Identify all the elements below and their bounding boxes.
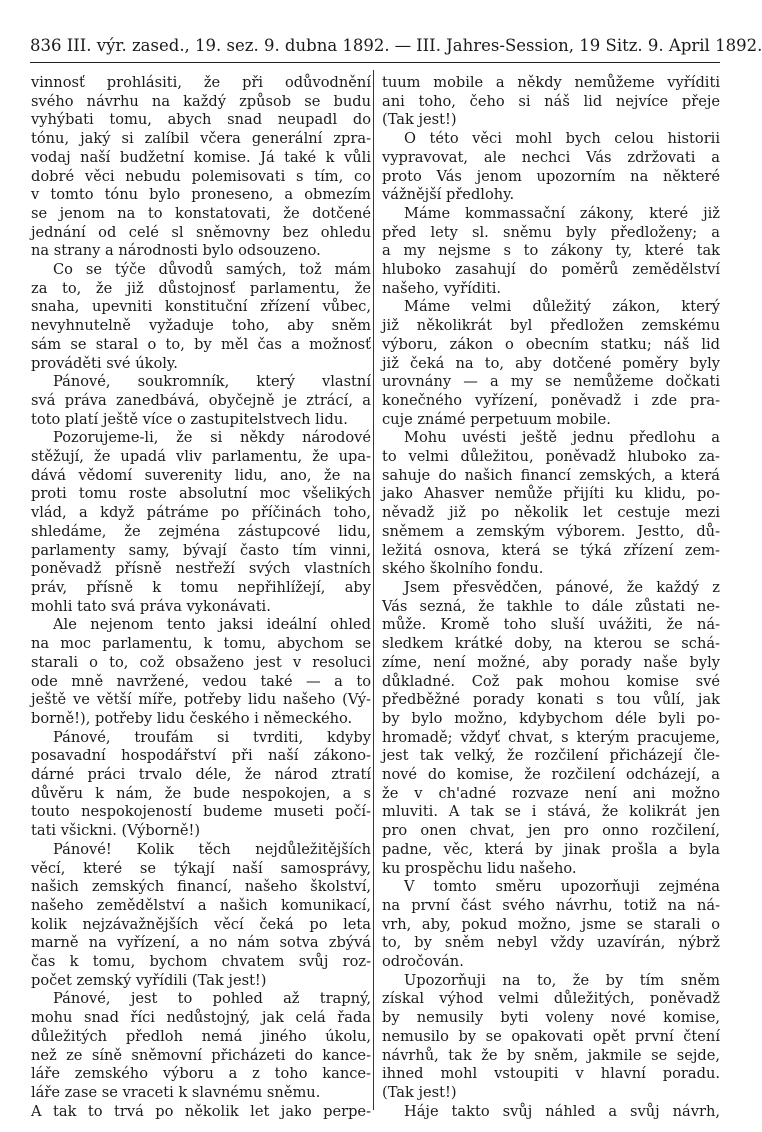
text-line: návrhů, tak že by sněm, jakmile se sejde, xyxy=(382,1046,720,1064)
text-line: (Tak jest!) xyxy=(382,111,457,129)
text-line: za to, že již důstojnosť parlamentu, že xyxy=(31,279,371,297)
text-line: vážnější předlohy. xyxy=(382,186,515,204)
text-line: ležitá osnova, která se týká zřízení zem- xyxy=(382,541,720,559)
text-line: to, by sněm nebyl vždy uzavírán, nýbrž xyxy=(382,934,720,952)
text-line: na první část svého návrhu, totiž na ná- xyxy=(382,896,720,914)
text-line: touto nespokojeností budeme museti počí- xyxy=(31,803,371,821)
text-line: konečného vyřízení, poněvadž i zde pra- xyxy=(382,391,720,409)
text-line: Pozorujeme-li, že si někdy národové xyxy=(53,429,371,447)
text-line: pro onen chvat, jen pro onno rozčilení, xyxy=(382,822,720,840)
text-line: předběžné porady konati s tou vůlí, jak xyxy=(382,691,720,709)
text-line: a my nejsme s to zákony ty, které tak xyxy=(382,242,720,260)
left-column xyxy=(31,74,371,1121)
header-german: III. Jahres-Session, 19 Sitz. 9. April 1892. xyxy=(416,36,762,55)
text-line: dobré věci nebudu polemisovati s tím, co xyxy=(31,167,371,185)
text-line: v tomto tónu bylo proneseno, a obmezím xyxy=(31,186,371,204)
text-line: mohu snad říci nedůstojný, jak celá řada xyxy=(31,1009,371,1027)
header-separator: — xyxy=(394,36,412,55)
text-line: našeho zemědělství a našich komunikací, xyxy=(31,896,371,914)
text-line: Vás sezná, že takhle to dále zůstati ne- xyxy=(382,597,720,615)
text-line: ještě ve větší míře, potřeby lidu našeho (Vý- xyxy=(31,691,371,709)
text-line: snaha, upevniti konstituční zřízení vůbec, xyxy=(31,298,371,316)
text-line: tati všickni. (Výborně!) xyxy=(31,822,201,840)
text-line: že v ch'adné rozvaze není ani možno xyxy=(382,784,720,802)
text-line: našeho, vyříditi. xyxy=(382,279,502,297)
text-line: získal výhod velmi důležitých, poněvadž xyxy=(382,990,720,1008)
text-line: ského školního fondu. xyxy=(382,560,544,578)
text-line: již několikrát byl předložen zemskému xyxy=(382,317,720,335)
text-line: odročován. xyxy=(382,953,464,971)
text-line: poněvadž přísně nestřeží svých vlastních xyxy=(31,560,371,578)
text-line: hluboko zasahují do poměrů zemědělství xyxy=(382,261,720,279)
text-line: to velmi důležitou, poněvadž hluboko za- xyxy=(382,448,720,466)
text-line: než ze síně sněmovní přicházeti do kance- xyxy=(31,1046,371,1064)
text-line: padne, věc, která by jinak prošla a byla xyxy=(382,840,720,858)
text-line: něvadž již po několik let cestuje mezi xyxy=(382,504,720,522)
text-line: věcí, které se týkají naší samosprávy, xyxy=(31,859,371,877)
text-line: počet zemský vyřídili (Tak jest!) xyxy=(31,971,267,989)
text-line: vodaj naší budžetní komise. Já také k vůli xyxy=(31,148,371,166)
text-line: Máme velmi důležitý zákon, který xyxy=(404,298,720,316)
text-line: láře zase se vraceti k slavnému sněmu. xyxy=(31,1083,321,1101)
header-czech: 836 III. výr. zased., 19. sez. 9. dubna 1892. xyxy=(30,36,390,55)
text-line: starali o to, což obsaženo jest v resoluci xyxy=(31,653,371,671)
text-line: hromadě; vždyť chvat, s kterým pracujeme, xyxy=(382,728,720,746)
text-line: by nemusily byti voleny nové komise, xyxy=(382,1009,720,1027)
text-line: práv, přísně k tomu nepřihlížejí, aby xyxy=(31,578,371,596)
text-line: urovnány — a my se nemůžeme dočkati xyxy=(382,373,720,391)
text-line: A tak to trvá po několik let jako perpe- xyxy=(31,1102,371,1120)
text-line: vypravovat, ale nechci Vás zdržovati a xyxy=(382,148,720,166)
page-header xyxy=(30,30,762,63)
text-line: shledáme, že zejména zástupcové lidu, xyxy=(31,522,371,540)
text-line: svá práva zanedbává, obyčejně je ztrácí, a xyxy=(31,391,371,409)
text-line: ku prospěchu lidu našeho. xyxy=(382,859,577,877)
text-line: jednání od celé sl sněmovny bez ohledu xyxy=(31,223,371,241)
text-line: tuum mobile a někdy nemůžeme vyříditi xyxy=(382,74,720,91)
text-line: již čeká na to, aby dotčené poměry byly xyxy=(382,354,720,372)
text-line: parlamenty samy, bývají často tím vinni, xyxy=(31,541,371,559)
text-line: vlád, a když pátráme po příčinách toho, xyxy=(31,504,371,522)
text-line: proto Vás jenom upozorním na některé xyxy=(382,167,720,185)
text-line: nové do komise, že rozčilení odcházejí, a xyxy=(382,766,720,784)
text-line: jako Ahasver nemůže přijíti ku klidu, po- xyxy=(382,485,720,503)
text-line: borně!), potřeby lidu českého i německého. xyxy=(31,709,353,727)
text-line: O této věci mohl bych celou historii xyxy=(404,130,720,148)
text-line: vinnosť prohlásiti, že při odůvodnění xyxy=(31,74,371,91)
text-line: sahuje do našich financí zemských, a která xyxy=(382,466,720,484)
text-line: toto platí ještě více o zastupitelstvech lidu. xyxy=(31,410,348,428)
text-line: sledkem krátké doby, na kterou se schá- xyxy=(382,635,720,653)
text-line: prováděti své úkoly. xyxy=(31,354,178,372)
text-line: vyhýbati tomu, abych snad neupadl do xyxy=(31,111,371,129)
right-column xyxy=(382,74,720,1121)
text-line: nemusilo by se opakovati opět první čtení xyxy=(382,1027,720,1045)
text-line: na strany a národnosti bylo odsouzeno. xyxy=(31,242,321,260)
text-line: důkladné. Což pak mohou komise své xyxy=(382,672,720,690)
text-line: dárné práci trvalo déle, že národ ztratí xyxy=(31,766,371,784)
text-line: výboru, zákon o obecním statku; náš lid xyxy=(382,335,720,353)
text-line: vrh, aby, pokud možno, jsme se starali o xyxy=(382,915,720,933)
text-line: jest tak velký, že rozčilení přicházejí čle- xyxy=(382,747,720,765)
text-line: se jenom na to konstatovati, že dotčené xyxy=(31,204,371,222)
text-line: nevyhnutelně vyžaduje toho, aby sněm xyxy=(31,317,371,335)
text-line: dává vědomí suverenity lidu, ano, že na xyxy=(31,466,371,484)
text-line: důležitých předloh nemá jiného úkolu, xyxy=(31,1027,371,1045)
text-line: ihned mohl vstoupiti v hlavní poradu. xyxy=(382,1065,720,1083)
text-line: Pánové, jest to pohled až trapný, xyxy=(53,990,371,1008)
text-line: před lety sl. sněmu byly předloženy; a xyxy=(382,223,720,241)
text-line: sám se staral o to, by měl čas a možnosť xyxy=(31,335,371,353)
text-line: Ale nejenom tento jaksi ideální ohled xyxy=(53,616,371,634)
text-line: proti tomu roste absolutní moc všelikých xyxy=(31,485,371,503)
text-line: marně na vyřízení, a no nám sotva zbývá xyxy=(31,934,371,952)
text-line: láře zemského výboru a z toho kance- xyxy=(31,1065,371,1083)
text-line: Co se týče důvodů samých, tož mám xyxy=(53,261,371,279)
text-line: zíme, není možné, aby porady naše byly xyxy=(382,653,720,671)
text-line: cuje známé perpetuum mobile. xyxy=(382,410,611,428)
text-line: Pánové, soukromník, který vlastní xyxy=(53,373,371,391)
text-line: svého návrhu na každý způsob se budu xyxy=(31,92,371,110)
column-divider xyxy=(373,70,374,1110)
text-line: může. Kromě toho sluší uvážiti, že ná- xyxy=(382,616,720,634)
text-line: Jsem přesvědčen, pánové, že každý z xyxy=(404,578,720,596)
text-line: důvěru k nám, že bude nespokojen, a s xyxy=(31,784,371,802)
text-line: sněmem a zemským výborem. Jestto, dů- xyxy=(382,522,720,540)
text-line: Háje takto svůj náhled a svůj návrh, xyxy=(404,1102,720,1120)
text-line: posavadní hospodářství při naší zákono- xyxy=(31,747,371,765)
text-line: stěžují, že upadá vliv parlamentu, že upa- xyxy=(31,448,371,466)
text-line: na moc parlamentu, k tomu, abychom se xyxy=(31,635,371,653)
text-line: V tomto směru upozorňuji zejména xyxy=(404,878,720,896)
text-line: Máme kommassační zákony, které již xyxy=(404,204,720,222)
text-line: Pánové, troufám si tvrditi, kdyby xyxy=(53,728,371,746)
text-line: čas k tomu, bychom chvatem svůj roz- xyxy=(31,953,371,971)
text-line: kolik nejzávažnějších věcí čeká po leta xyxy=(31,915,371,933)
text-line: našich zemských financí, našeho školství, xyxy=(31,878,371,896)
text-line: tónu, jaký si zalíbil včera generální zpra- xyxy=(31,130,371,148)
text-line: by bylo možno, kdybychom déle byli po- xyxy=(382,709,720,727)
text-line: (Tak jest!) xyxy=(382,1083,457,1101)
text-line: Mohu uvésti ještě jednu předlohu a xyxy=(404,429,720,447)
text-line: ani toho, čeho si náš lid nejvíce přeje xyxy=(382,92,720,110)
text-line: ode mně navržené, vedou také — a to xyxy=(31,672,371,690)
text-line: Pánové! Kolik těch nejdůležitějších xyxy=(53,840,371,858)
text-line: mluviti. A tak se i stává, že kolikrát jen xyxy=(382,803,720,821)
text-line: Upozorňuji na to, že by tím sněm xyxy=(404,971,720,989)
text-line: mohli tato svá práva vykonávati. xyxy=(31,597,271,615)
